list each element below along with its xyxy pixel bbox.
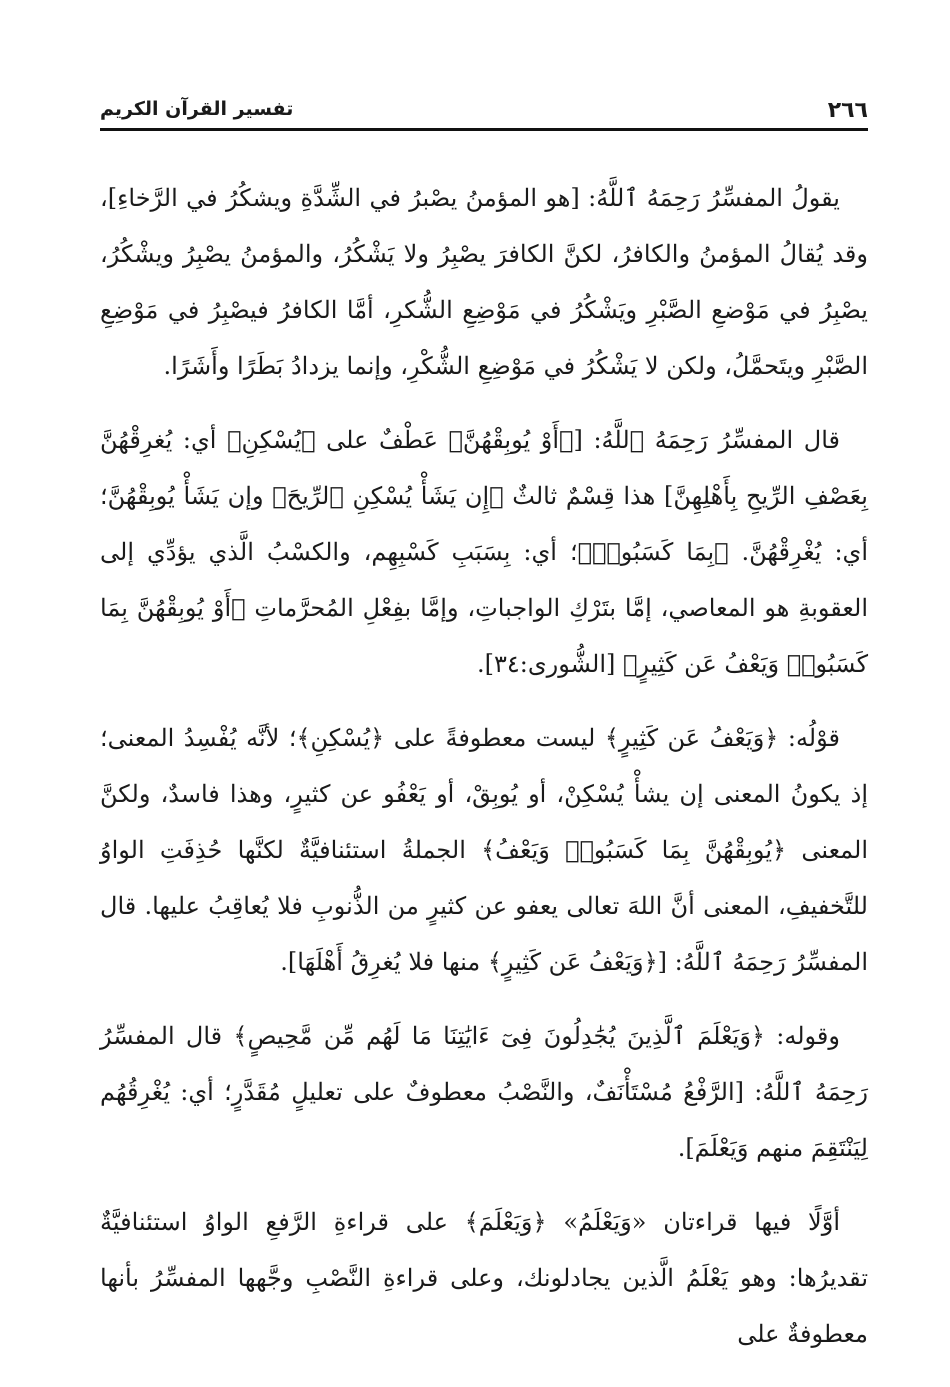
paragraph-1: يقولُ المفسِّرُ رَحِمَهُ ٱللَّهُ: [هو المؤمنُ يصْبرُ في الشِّدَّةِ ويشكُرُ في الرَّخاءِ]، وقد يُقالُ المؤمنُ والكافرُ، لكنَّ الكافرَ يصْبِرُ ولا يَشْكُرُ، والمؤمنُ يصْبِرُ ويشْكُرُ، يصْبِرُ في مَوْضعِ الصَّبْرِ ويَشْكُرُ في مَوْضِعِ الشُّكرِ، أمَّا الكافرُ فيصْبِرُ في مَوْضِعِ الصَّبْرِ ويتَحمَّلُ، ولكن لا يَشْكُرُ في مَوْضِعِ الشُّكْرِ، وإنما يزدادُ بَطَرًا وأَشَرًا. bbox=[100, 184, 868, 380]
paragraph-5: أوَّلًا فيها قراءتان «وَيَعْلَمُ» ﴿وَيَعْلَمَ﴾ على قراءةِ الرَّفعِ الواوُ استئنافيَّةٌ تقديرُها: وهو يَعْلَمُ الَّذين يجادلونك، وعلى قراءةِ النَّصْبِ وجَّهها المفسِّرُ بأنها معطوفةٌ على bbox=[100, 1208, 869, 1348]
page-header bbox=[100, 92, 868, 126]
running-title: تفسير القرآن الكريم bbox=[100, 98, 294, 120]
header-divider bbox=[100, 128, 868, 131]
page-number: ٢٦٦ bbox=[827, 98, 868, 123]
body-text bbox=[100, 170, 868, 1380]
paragraph-2: قال المفسِّرُ رَحِمَهُ ٱللَّهُ: [﴿أَوْ يُوبِقْهُنَّ﴾ عَطْفٌ على ﴿يُسْكِنِ﴾ أي: يُغرِقْهُنَّ بِعَصْفِ الرِّيحِ بِأَهْلِهِنَّ] هذا قِسْمٌ ثالثٌ ﴿إِن يَشَأْ يُسْكِنِ ٱلرِّيحَ﴾ وإن يَشَأْ يُوبِقْهُنَّ؛ أي: يُغْرِقْهُنَّ. ﴿بِمَا كَسَبُوا۟﴾؛ أي: بِسَبَبِ كَسْبِهِم، والكسْبُ الَّذي يؤدِّي إلى العقوبةِ هو المعاصي، إمَّا بتَرْكِ الواجباتِ، وإمَّا بفِعْلِ المُحرَّماتِ ﴿أَوْ يُوبِقْهُنَّ بِمَا كَسَبُوا۟ وَيَعْفُ عَن كَثِيرٍ﴾ [الشُّورى:٣٤]. bbox=[100, 426, 868, 678]
paragraph-3: قوْلُه: ﴿وَيَعْفُ عَن كَثِيرٍ﴾ ليست معطوفةً على ﴿يُسْكِنِ﴾؛ لأنَّه يُفْسِدُ المعنى؛ إذ يكونُ المعنى إن يشأْ يُسْكِنْ، أو يُوبِقْ، أو يَعْفُو عن كثيرٍ، وهذا فاسدٌ، ولكنَّ المعنى ﴿يُوبِقْهُنَّ بِمَا كَسَبُوا۟ وَيَعْفُ﴾ الجملةُ استئنافيَّةٌ لكنَّها حُذِفَتِ الواوُ للتَّخفيفِ، المعنى أنَّ اللهَ تعالى يعفو عن كثيرٍ من الذُّنوبِ فلا يُعاقِبُ عليها. قال المفسِّرُ رَحِمَهُ ٱللَّهُ: [﴿وَيَعْفُ عَن كَثِيرٍ﴾ منها فلا يُغرِقُ أَهْلَهَا]. bbox=[100, 724, 868, 976]
paragraph-4: وقوله: ﴿وَيَعْلَمَ ٱلَّذِينَ يُجَٰدِلُونَ فِىٓ ءَايَٰتِنَا مَا لَهُم مِّن مَّحِيصٍ﴾ قال المفسِّرُ رَحِمَهُ ٱللَّهُ: [الرَّفْعُ مُسْتَأْنَفٌ، والنَّصْبُ معطوفٌ على تعليلٍ مُقَدَّرٍ؛ أي: يُغْرِقُهُم لِيَنْتَقِمَ منهم وَيَعْلَمَ]. bbox=[100, 1022, 868, 1162]
